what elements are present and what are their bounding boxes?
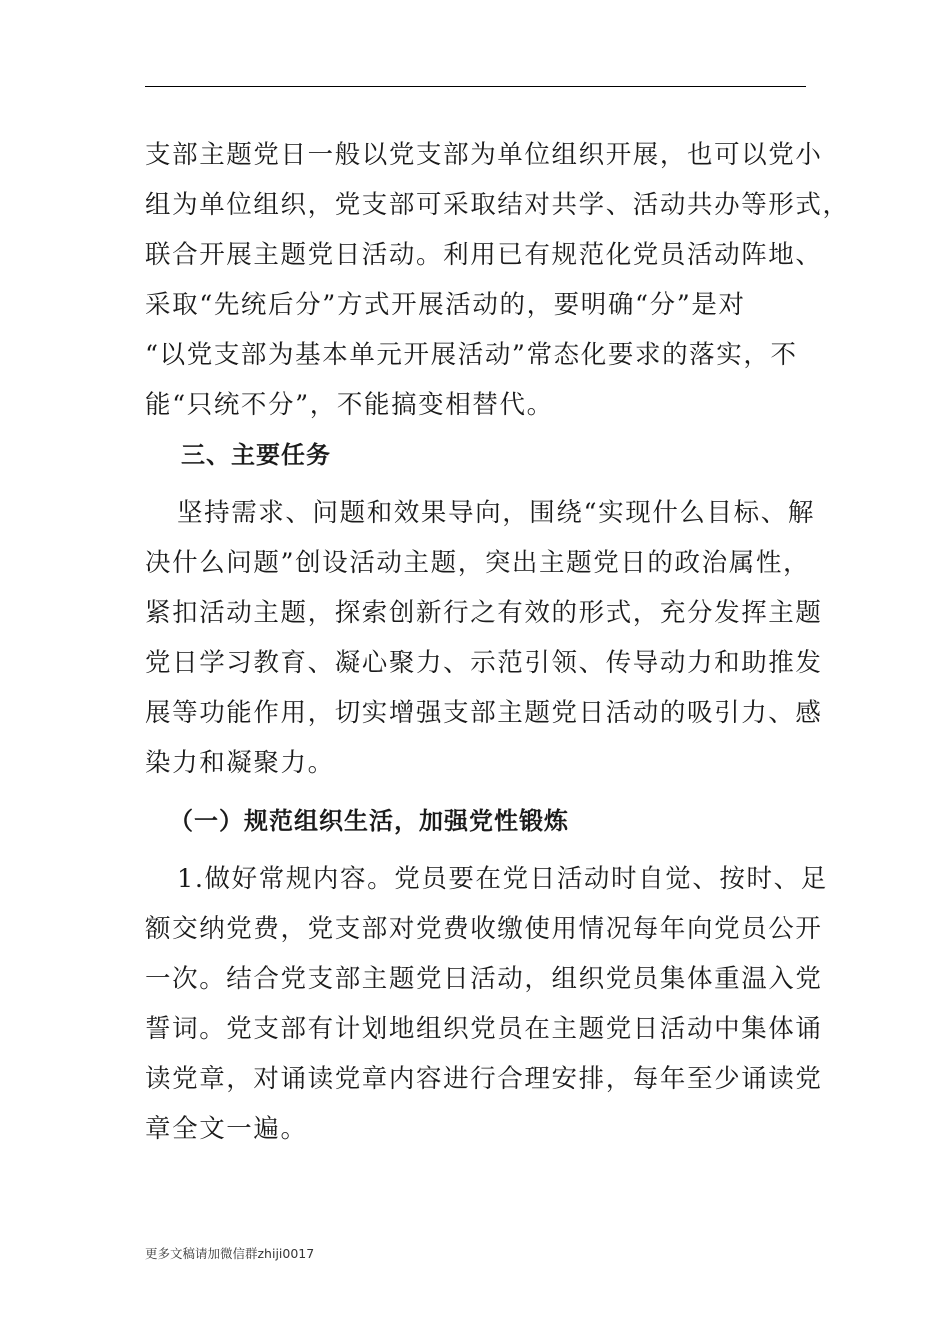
paragraph-line: 展等功能作用，切实增强支部主题党日活动的吸引力、感 bbox=[145, 698, 823, 728]
paragraph-line: 组为单位组织，党支部可采取结对共学、活动共办等形式， bbox=[145, 190, 850, 220]
footer-note: 更多文稿请加微信群zhiji0017 bbox=[145, 1246, 315, 1261]
paragraph-line: 读党章，对诵读党章内容进行合理安排，每年至少诵读党 bbox=[145, 1064, 823, 1094]
document-body bbox=[145, 130, 850, 1154]
paragraph-line: 支部主题党日一般以党支部为单位组织开展，也可以党小 bbox=[145, 140, 823, 170]
paragraph-line: 额交纳党费，党支部对党费收缴使用情况每年向党员公开 bbox=[145, 914, 823, 944]
paragraph-line: 誓词。党支部有计划地组织党员在主题党日活动中集体诵 bbox=[145, 1014, 823, 1044]
paragraph-line: 坚持需求、问题和效果导向，围绕“实现什么目标、解 bbox=[177, 498, 815, 528]
paragraph-line: 决什么问题”创设活动主题，突出主题党日的政治属性， bbox=[145, 548, 811, 578]
header-rule bbox=[145, 86, 806, 87]
paragraph-line: 染力和凝聚力。 bbox=[145, 748, 335, 778]
subsection-heading: （一）规范组织生活，加强党性锻炼 bbox=[169, 807, 569, 835]
paragraph-line: “以党支部为基本单元开展活动”常态化要求的落实，不 bbox=[145, 340, 798, 370]
paragraph-line: 一次。结合党支部主题党日活动，组织党员集体重温入党 bbox=[145, 964, 823, 994]
paragraph-line: 党日学习教育、凝心聚力、示范引领、传导动力和助推发 bbox=[145, 648, 823, 678]
paragraph-line: 能“只统不分”，不能搞变相替代。 bbox=[145, 390, 554, 420]
paragraph-line: 采取“先统后分”方式开展活动的，要明确“分”是对 bbox=[145, 290, 746, 320]
paragraph-line: 1.做好常规内容。党员要在党日活动时自觉、按时、足 bbox=[177, 864, 828, 894]
paragraph-line: 紧扣活动主题，探索创新行之有效的形式，充分发挥主题 bbox=[145, 598, 823, 628]
paragraph-line: 章全文一遍。 bbox=[145, 1114, 308, 1144]
section-heading: 三、主要任务 bbox=[181, 441, 331, 469]
paragraph-line: 联合开展主题党日活动。利用已有规范化党员活动阵地、 bbox=[145, 240, 823, 270]
